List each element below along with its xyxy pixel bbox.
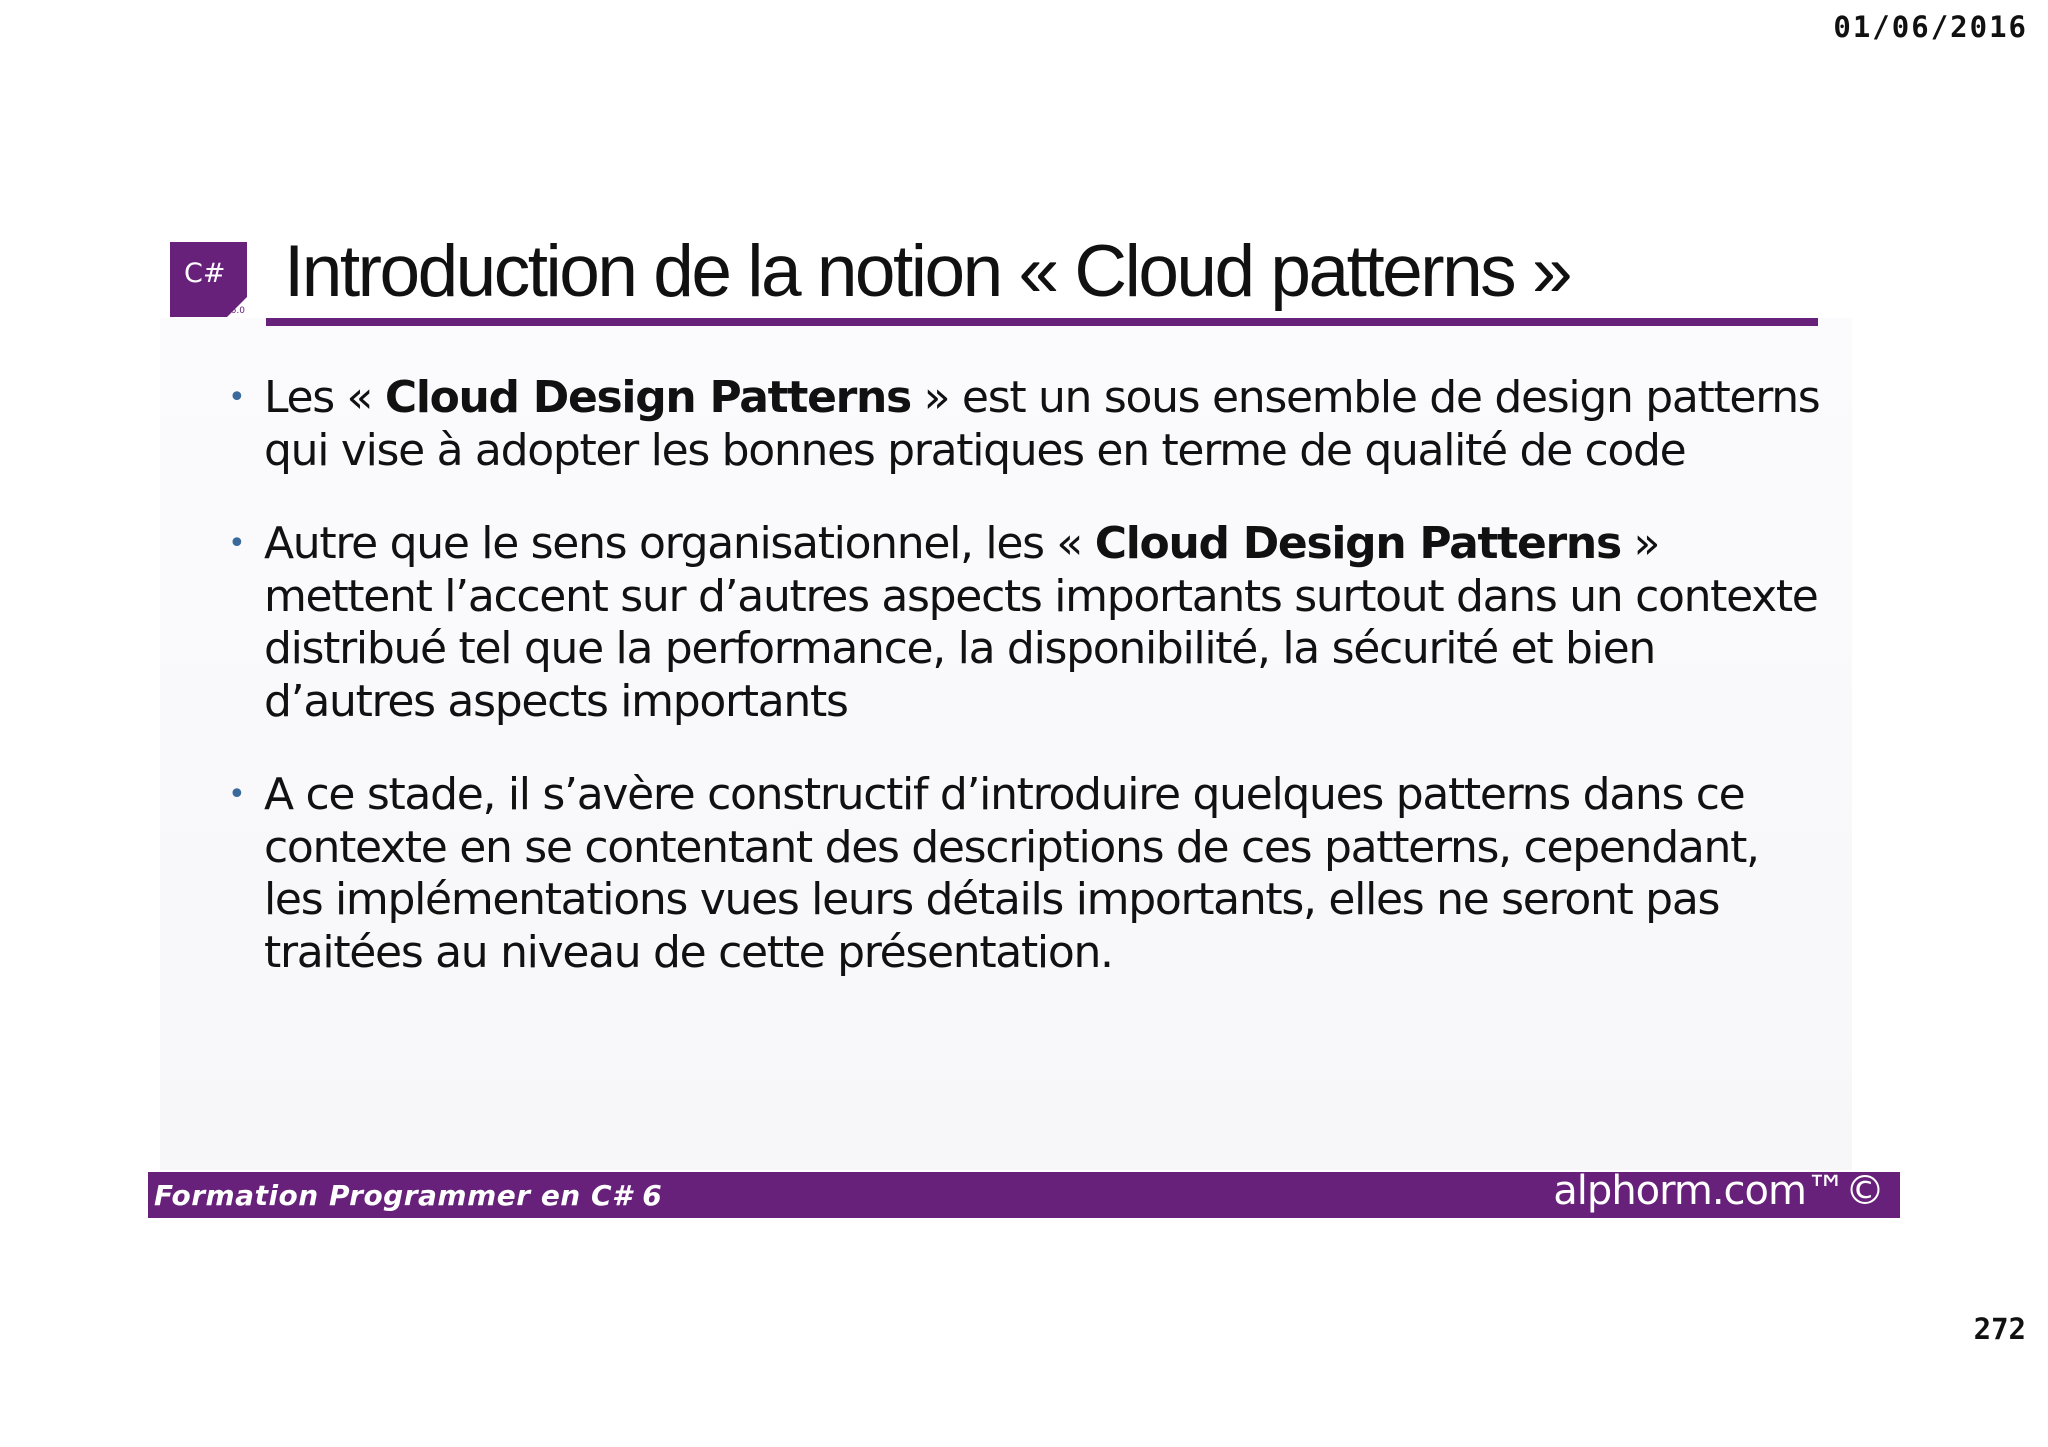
bullet-item xyxy=(228,769,1828,979)
slide-title: Introduction de la notion « Cloud patterns » xyxy=(284,231,1571,312)
footer-bar xyxy=(148,1168,1900,1218)
document-date: 01/06/2016 xyxy=(1833,10,2028,44)
brand-name: alphorm.com™© xyxy=(1553,1168,1884,1214)
bullet-text: » est un sous ensemble de design patterns qui vise à adopter les bonnes pratiques en terme de qualité de code xyxy=(264,372,1820,476)
bullet-emphasis: Cloud Design Patterns xyxy=(1094,518,1621,569)
bullet-icon: • xyxy=(228,380,245,415)
logo-text: C# xyxy=(184,258,226,289)
bullet-icon: • xyxy=(228,777,245,812)
logo-version: 6.0 xyxy=(230,306,245,316)
bullet-item xyxy=(228,518,1828,728)
bullet-list xyxy=(228,372,1828,1020)
bullet-item xyxy=(228,372,1828,477)
bullet-icon: • xyxy=(228,526,245,561)
title-underline xyxy=(266,318,1818,326)
csharp-logo-icon xyxy=(170,242,247,317)
bullet-text: Les « xyxy=(264,372,385,423)
bullet-text: A ce stade, il s’avère constructif d’introduire quelques patterns dans ce contexte en se contentant des descriptions de ces patterns, cependant, les implémentations vues leurs détails importants, elles ne seront pas traitées au niveau de cette présentation. xyxy=(264,769,1759,978)
bullet-text: » mettent l’accent sur d’autres aspects importants surtout dans un contexte distribué tel que la performance, la disponibilité, la sécurité et bien d’autres aspects importants xyxy=(264,518,1818,727)
page-number: 272 xyxy=(1973,1312,2026,1346)
bullet-emphasis: Cloud Design Patterns xyxy=(384,372,911,423)
course-name: Formation Programmer en C# 6 xyxy=(154,1179,663,1212)
bullet-text: Autre que le sens organisationnel, les « xyxy=(264,518,1095,569)
